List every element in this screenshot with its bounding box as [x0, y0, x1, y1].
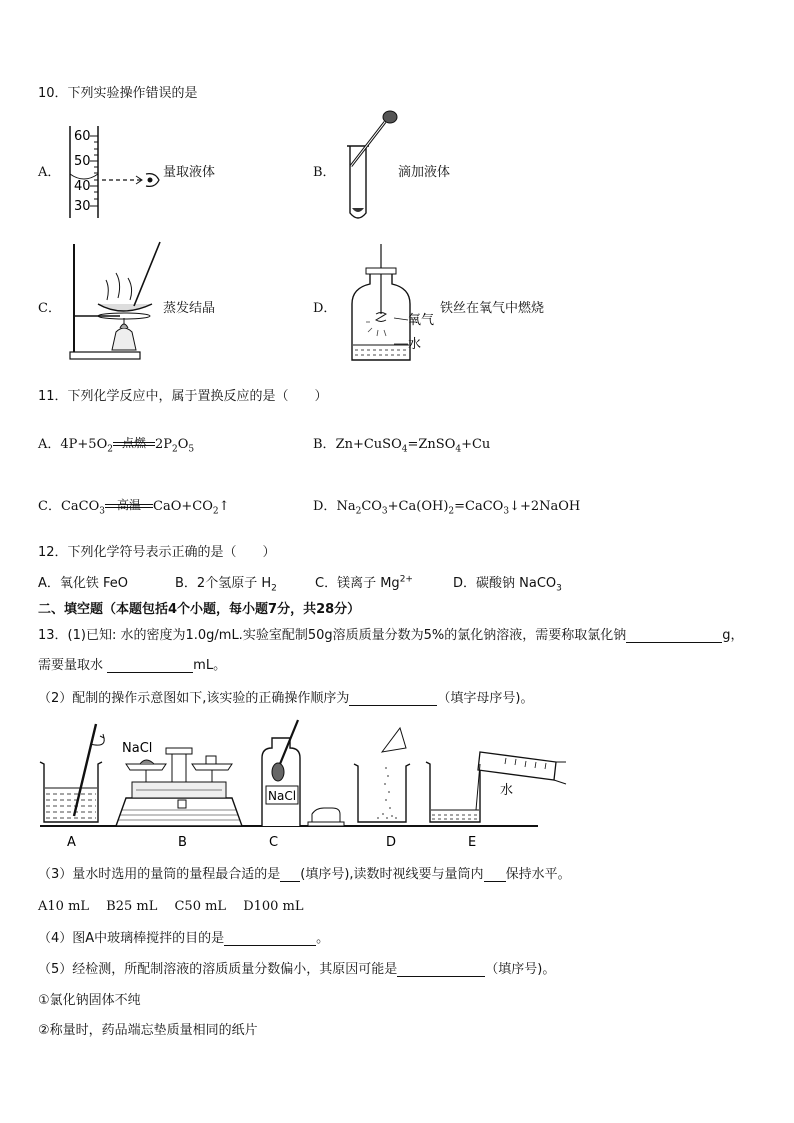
- figure-label-b: B: [178, 835, 187, 850]
- figure-label-d: D: [386, 835, 397, 850]
- q11-c-sub2: 2: [212, 506, 219, 517]
- q13-part2: [38, 687, 533, 706]
- answer-blank-cylinder[interactable]: [280, 867, 300, 882]
- q11-d-letter: D．: [313, 499, 337, 514]
- q11-option-b: [313, 433, 490, 455]
- q13-line2-end: mL。: [193, 658, 227, 673]
- q10-option-d-caption: 铁丝在氧气中燃烧: [440, 301, 545, 316]
- q13-part3-a: （3）量水时选用的量筒的量程最合适的是: [38, 867, 281, 882]
- q11-a-right2: O: [177, 437, 189, 452]
- q10-option-c-caption: 蒸发结晶: [163, 301, 216, 316]
- q12-option-b: [175, 572, 277, 594]
- q10-option-c-letter: C．: [38, 301, 61, 316]
- label-oxygen: 氧气: [408, 313, 435, 328]
- label-nacl-bottle: NaCl: [268, 789, 297, 803]
- q13-reason-2: ②称量时，药品端忘垫质量相同的纸片: [38, 1023, 258, 1038]
- q11-c-condition: 高温: [116, 498, 141, 512]
- q11-c-right: CaO+CO: [153, 499, 213, 514]
- q10-option-d-letter: D．: [313, 301, 337, 316]
- q13-line1-end: g，: [722, 628, 744, 643]
- q11-d-s4: 3: [503, 506, 510, 517]
- q11-b-letter: B．: [313, 437, 336, 452]
- q11-option-d: [313, 495, 580, 517]
- q11-d-s1: 2: [355, 506, 362, 517]
- q11-d-p4: =CaCO: [454, 499, 504, 514]
- q13-line2-start: 需要量取水: [38, 658, 104, 673]
- q11-d-p5: ↓+2NaOH: [509, 499, 581, 514]
- figure-label-e: E: [468, 835, 477, 850]
- q11-a-sub-o5: 5: [188, 444, 195, 455]
- q13-part2-end: （填字母序号)。: [437, 691, 534, 706]
- q11-a-sub-p: 2: [172, 444, 178, 455]
- q11-b-s1: 4: [401, 444, 408, 455]
- q11-a-right: 2P: [154, 437, 172, 452]
- evaporation-dish-figure: [62, 238, 167, 364]
- tick-label-60: 60: [74, 129, 91, 144]
- q11-d-s3: 2: [448, 506, 455, 517]
- answer-blank-order[interactable]: [349, 691, 437, 706]
- label-nacl-balance: NaCl: [122, 741, 153, 756]
- q10-option-a-caption: 量取液体: [163, 165, 216, 180]
- q13-reason-1: ①氯化钠固体不纯: [38, 993, 141, 1008]
- figure-e-pouring-water: [426, 752, 566, 822]
- q12-c-sup: 2+: [399, 574, 413, 585]
- q12-stem: 12．下列化学符号表示正确的是（ ）: [38, 545, 276, 560]
- q13-part3-b: (填序号),读数时视线要与量筒内: [300, 867, 484, 882]
- label-water: 水: [408, 337, 422, 352]
- q11-c-sub3: 3: [99, 506, 105, 517]
- q12-b-sub: 2: [271, 583, 277, 594]
- tick-label-30: 30: [74, 199, 91, 214]
- q11-b-s2: 4: [455, 444, 462, 455]
- q10-option-b-letter: B．: [313, 165, 336, 180]
- q13-part4-a: （4）图A中玻璃棒搅拌的目的是: [38, 931, 225, 946]
- figure-label-a: A: [67, 835, 76, 850]
- q12-b-text: B．2个氢原子 H: [175, 576, 272, 591]
- tick-label-40: 40: [74, 179, 91, 194]
- q13-part4-b: 。: [316, 931, 330, 946]
- q11-option-c: [38, 495, 230, 517]
- label-water-e: 水: [500, 783, 514, 798]
- q12-d-sub: 3: [556, 583, 562, 594]
- q11-c-letter: C．: [38, 499, 61, 514]
- q11-b-p1: Zn+CuSO: [335, 437, 402, 452]
- q12-option-c: [315, 572, 413, 591]
- q11-stem: 11．下列化学反应中，属于置换反应的是（ ）: [38, 389, 328, 404]
- figure-d-pouring-solid: [354, 728, 410, 822]
- answer-blank-reason[interactable]: [397, 962, 485, 977]
- q13-options: A10 mL B25 mL C50 mL D100 mL: [38, 899, 304, 914]
- tick-label-50: 50: [74, 154, 91, 169]
- figure-a-beaker-stirring: [40, 724, 104, 822]
- q13-part3: [38, 863, 571, 882]
- q11-a-sub-o: 2: [107, 444, 113, 455]
- q11-a-left: 4P+5O: [60, 437, 108, 452]
- q13-line1: [38, 624, 744, 643]
- section-title: 二、填空题（本题包括4个小题，每小题7分，共28分）: [38, 602, 361, 617]
- gas-bottle-iron-wire-figure: [344, 244, 439, 366]
- figure-label-c: C: [269, 835, 279, 850]
- q12-d-text: D．碳酸钠 NaCO: [453, 576, 557, 591]
- q11-option-a: [38, 433, 194, 455]
- figure-b-balance: [116, 741, 242, 826]
- answer-blank-stirring-purpose[interactable]: [224, 931, 316, 946]
- q13-part5-b: （填序号)。: [485, 962, 556, 977]
- q10-option-b-caption: 滴加液体: [398, 165, 451, 180]
- q11-a-letter: A．: [38, 437, 61, 452]
- q13-line2: [38, 654, 226, 673]
- figure-c-reagent-bottle: [262, 720, 344, 826]
- q12-option-a: A．氧化铁 FeO: [38, 576, 129, 591]
- q11-d-p1: Na: [336, 499, 356, 514]
- graduated-cylinder-reading-figure: [62, 122, 172, 222]
- q12-option-d: [453, 572, 562, 594]
- q13-part5: [38, 958, 555, 977]
- q13-line1-text: 13．(1)已知: 水的密度为1.0g/mL.实验室配制50g溶质质量分数为5%的氯化钠溶液，需要称取氯化钠: [38, 628, 627, 643]
- q13-part3-c: 保持水平。: [505, 867, 571, 882]
- q10-stem: 10．下列实验操作错误的是: [38, 86, 198, 101]
- q11-b-p3: +Cu: [461, 437, 491, 452]
- q11-d-s2: 3: [381, 506, 388, 517]
- q13-part5-a: （5）经检测，所配制溶液的溶质质量分数偏小，其原因可能是: [38, 962, 398, 977]
- q11-d-p2: CO: [361, 499, 382, 514]
- q11-b-p2: =ZnSO: [407, 437, 456, 452]
- q12-c-text: C．镁离子 Mg: [315, 576, 400, 591]
- solution-preparation-figure: [36, 718, 572, 852]
- q13-part4: [38, 927, 329, 946]
- answer-blank-meniscus[interactable]: [484, 867, 506, 882]
- answer-blank-nacl-mass[interactable]: [626, 628, 722, 643]
- q11-d-p3: +Ca(OH): [387, 499, 449, 514]
- q11-a-condition: 点燃: [121, 436, 146, 450]
- q10-option-a-letter: A．: [38, 165, 61, 180]
- answer-blank-water-volume[interactable]: [107, 658, 193, 673]
- q11-c-arrow: ↑: [218, 499, 230, 514]
- q13-part2-start: （2）配制的操作示意图如下,该实验的正确操作顺序为: [38, 691, 350, 706]
- q11-c-left: CaCO: [60, 499, 100, 514]
